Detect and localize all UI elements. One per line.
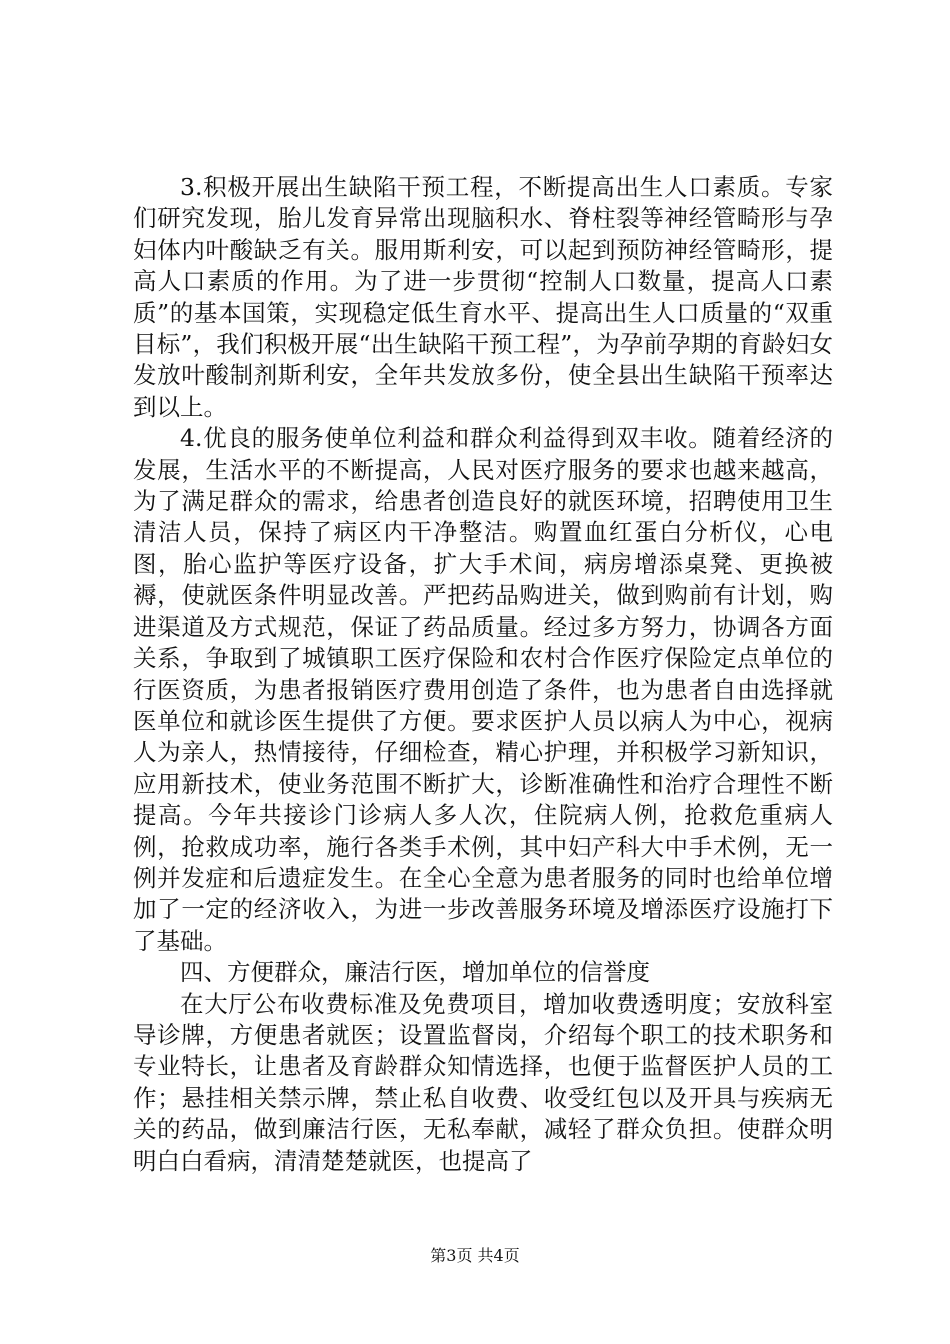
- document-body: [133, 172, 833, 1177]
- paragraph-transparency: 在大厅公布收费标准及免费项目，增加收费透明度；安放科室导诊牌，方便患者就医；设置监督岗，介绍每个职工的技术职务和专业特长，让患者及育龄群众知情选择，也便于监督医护人员的工作；悬挂相关禁示牌，禁止私自收费、收受红包以及开具与疾病无关的药品，做到廉洁行医，无私奉献，减轻了群众负担。使群众明明白白看病，清清楚楚就医，也提高了: [133, 989, 833, 1175]
- paragraph-item-3: 3.积极开展出生缺陷干预工程，不断提高出生人口素质。专家们研究发现，胎儿发育异常出现脑积水、脊柱裂等神经管畸形与孕妇体内叶酸缺乏有关。服用斯利安，可以起到预防神经管畸形，提高人口素质的作用。为了进一步贯彻“控制人口数量，提高人口素质”的基本国策，实现稳定低生育水平、提高出生人口质量的“双重目标”，我们积极开展“出生缺陷干预工程”，为孕前孕期的育龄妇女发放叶酸制剂斯利安，全年共发放多份，使全县出生缺陷干预率达到以上。: [133, 173, 833, 421]
- page-footer: 第3页 共4页: [430, 1246, 520, 1265]
- paragraph-item-4: 4.优良的服务使单位利益和群众利益得到双丰收。随着经济的发展，生活水平的不断提高，人民对医疗服务的要求也越来越高，为了满足群众的需求，给患者创造良好的就医环境，招聘使用卫生清洁人员，保持了病区内干净整洁。购置血红蛋白分析仪，心电图，胎心监护等医疗设备，扩大手术间，病房增添桌凳、更换被褥，使就医条件明显改善。严把药品购进关，做到购前有计划，购进渠道及方式规范，保证了药品质量。经过多方努力，协调各方面关系，争取到了城镇职工医疗保险和农村合作医疗保险定点单位的行医资质，为患者报销医疗费用创造了条件，也为患者自由选择就医单位和就诊医生提供了方便。要求医护人员以病人为中心，视病人为亲人，热情接待，仔细检查，精心护理，并积极学习新知识，应用新技术，使业务范围不断扩大，诊断准确性和治疗合理性不断提高。今年共接诊门诊病人多人次，住院病人例，抢救危重病人例，抢救成功率，施行各类手术例，其中妇产科大中手术例，无一例并发症和后遗症发生。在全心全意为患者服务的同时也给单位增加了一定的经济收入，为进一步改善服务环境及增添医疗设施打下了基础。: [133, 424, 833, 955]
- section-heading: 四、方便群众，廉洁行医，增加单位的信誉度: [180, 958, 650, 987]
